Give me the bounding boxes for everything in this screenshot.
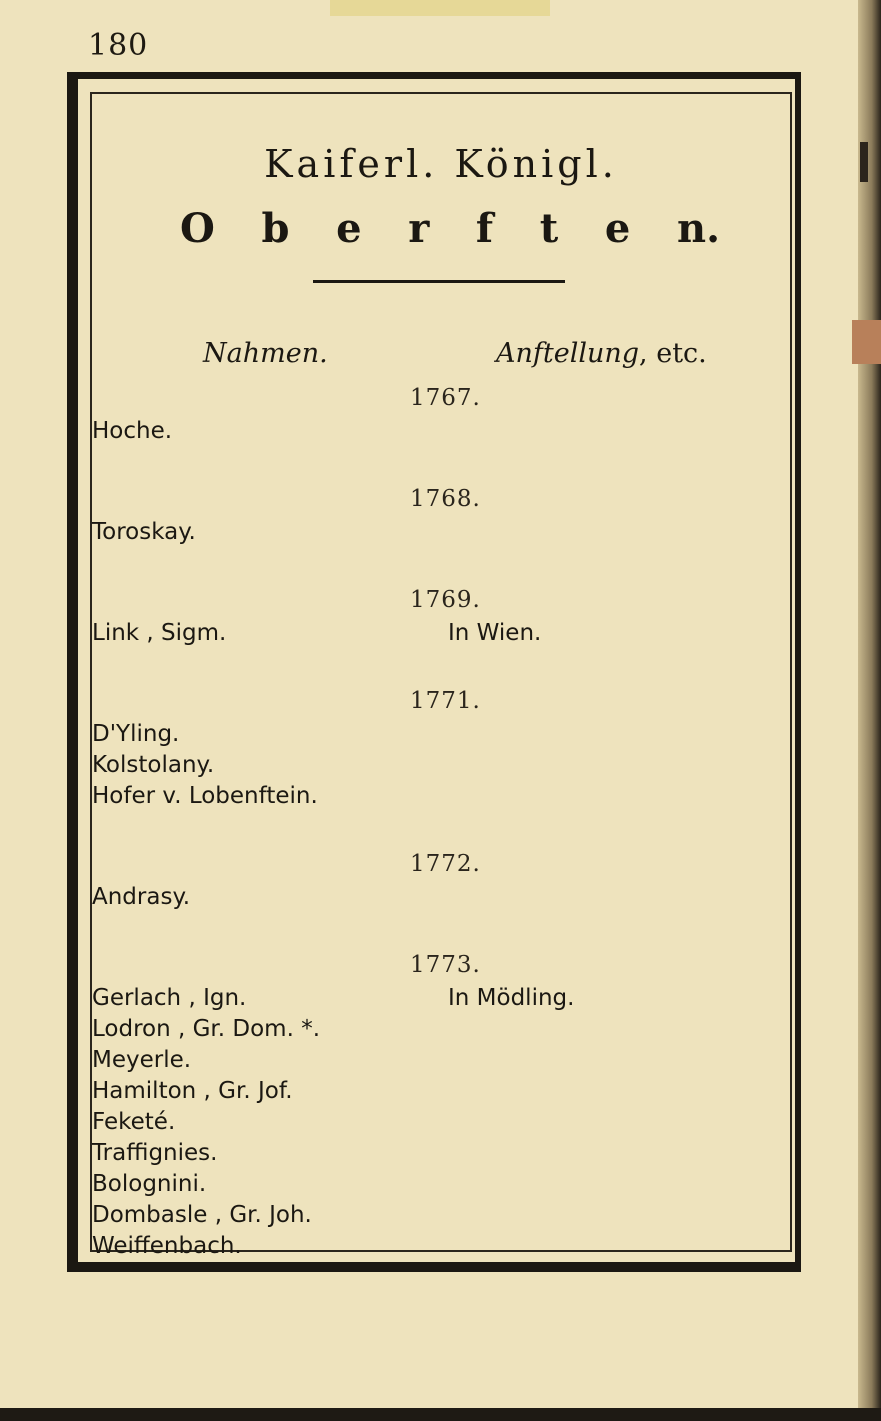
edge-bookmark: [852, 320, 881, 364]
year-heading: 1769.: [410, 587, 481, 613]
title-letter: e: [604, 205, 631, 252]
column-header-post: [496, 338, 707, 369]
list-item: [92, 1076, 772, 1107]
officer-name: Hoche.: [92, 418, 173, 444]
title-letter: b: [261, 205, 290, 252]
title-letter: t: [539, 205, 559, 252]
title-letter: e: [336, 205, 362, 252]
officer-name: Hamilton , Gr. Jof.: [92, 1078, 293, 1104]
edge-mark: [860, 142, 868, 182]
officer-name: Traffignies.: [92, 1140, 218, 1166]
page-title-line1: Kaiferl. Königl.: [264, 142, 618, 186]
title-letter: f: [475, 205, 494, 252]
list-item: [92, 781, 772, 812]
column-header-names: Nahmen.: [203, 338, 328, 369]
page-number: 180: [88, 28, 149, 63]
list-item: [92, 1107, 772, 1138]
list-item: [92, 1231, 772, 1262]
list-item: [92, 750, 772, 781]
officer-name: D'Yling.: [92, 721, 180, 747]
year-heading: 1771.: [410, 688, 481, 714]
list-item: [92, 1169, 772, 1200]
officer-name: Gerlach , Ign.: [92, 985, 247, 1011]
officer-name: Link , Sigm.: [92, 620, 227, 646]
list-item: [92, 517, 772, 548]
bottom-shadow: [0, 1408, 881, 1421]
list-item: [92, 1014, 772, 1045]
page-edge: [858, 0, 881, 1421]
officer-name: Feketé.: [92, 1109, 176, 1135]
officer-post: In Mödling.: [448, 985, 575, 1011]
year-heading: 1772.: [410, 851, 481, 877]
column-header-post-label: Anftellung: [496, 338, 640, 369]
page-title-line2: [180, 205, 720, 252]
year-heading: 1773.: [410, 952, 481, 978]
officer-name: Lodron , Gr. Dom. *.: [92, 1016, 321, 1042]
officer-name: Weiffenbach.: [92, 1233, 242, 1259]
officer-post: In Wien.: [448, 620, 542, 646]
officer-name: Toroskay.: [92, 519, 196, 545]
officer-name: Meyerle.: [92, 1047, 192, 1073]
list-item: [92, 983, 772, 1014]
officer-name: Andrasy.: [92, 884, 191, 910]
officer-name: Bolognini.: [92, 1171, 207, 1197]
list-item: [92, 416, 772, 447]
officer-name: Kolstolany.: [92, 752, 215, 778]
list-item: [92, 882, 772, 913]
page-stain: [330, 0, 550, 16]
list-item: [92, 1262, 772, 1293]
year-heading: 1768.: [410, 486, 481, 512]
list-item: [92, 618, 772, 649]
list-item: [92, 1200, 772, 1231]
list-item: [92, 1045, 772, 1076]
year-heading: 1767.: [410, 385, 481, 411]
list-item: [92, 1138, 772, 1169]
list-item: [92, 719, 772, 750]
title-letter: r: [408, 205, 430, 252]
title-letter: n.: [676, 205, 720, 252]
officer-list: [92, 380, 772, 1293]
title-letter: O: [180, 205, 215, 252]
column-header-post-suffix: , etc.: [639, 338, 707, 369]
title-rule: [313, 280, 565, 283]
officer-name: Dombasle , Gr. Joh.: [92, 1202, 312, 1228]
officer-name: Hofer v. Lobenftein.: [92, 783, 318, 809]
